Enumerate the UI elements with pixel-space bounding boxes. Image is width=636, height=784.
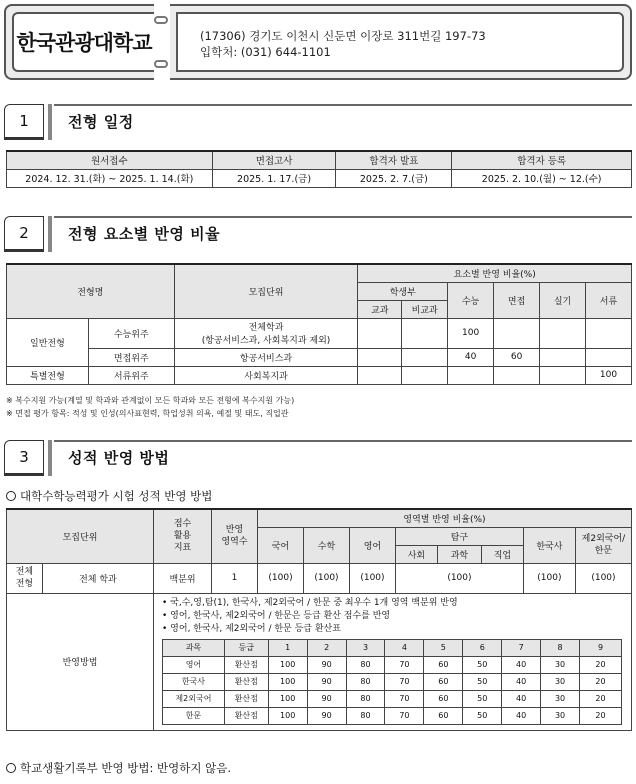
table-cell: 100	[448, 318, 494, 348]
table-cell	[540, 348, 586, 366]
table-cell: 70	[385, 673, 424, 690]
table-cell: 80	[346, 690, 385, 707]
table-cell: 2024. 12. 31.(화) ~ 2025. 1. 14.(화)	[7, 169, 213, 187]
csat-table	[6, 508, 632, 731]
table-cell	[402, 348, 448, 366]
table-cell: 90	[307, 707, 346, 724]
bullet-line: • 영어, 한국사, 제2외국어 / 한문 등급 환산표	[162, 623, 341, 634]
header-cell: 실기	[540, 282, 586, 318]
table-cell: 환산점	[224, 707, 268, 724]
table-cell: 전체 전형	[7, 563, 43, 593]
university-logo: 한국관광대학교	[16, 31, 152, 55]
table-cell: 항공서비스과	[174, 348, 358, 366]
table-cell: 제2외국어	[163, 690, 225, 707]
table-cell: 60	[424, 707, 463, 724]
unit-line: (항공서비스과, 사회복지과 제외)	[201, 336, 331, 346]
header-cell: 한국사	[523, 527, 575, 563]
section-bar	[48, 216, 52, 252]
header-cell: 사회	[395, 545, 437, 563]
table-cell: 환산점	[224, 656, 268, 673]
section-title: 전형 일정	[68, 113, 134, 131]
header-cell: 면접	[494, 282, 540, 318]
header-cell: 수학	[303, 527, 349, 563]
header-cell: 2	[307, 639, 346, 656]
table-cell: 70	[385, 707, 424, 724]
header-cell: 1	[268, 639, 307, 656]
table-cell: 100	[268, 673, 307, 690]
section-bar	[48, 104, 52, 140]
section-header-3	[4, 440, 632, 476]
table-cell: 40	[502, 707, 541, 724]
table-cell: 50	[463, 656, 502, 673]
table-cell: 60	[424, 673, 463, 690]
header-cell: 영어	[349, 527, 395, 563]
table-cell: 환산점	[224, 673, 268, 690]
header-cell: 점수 활용 지표	[154, 509, 212, 563]
table-cell	[358, 318, 402, 348]
note-line: ※ 복수지원 가능(계열 및 학과와 관계없이 모든 학과와 모든 전형에 복수지원 가능)	[6, 396, 295, 405]
header	[4, 4, 632, 80]
unit-line: 전체학과	[248, 323, 284, 333]
footer-text: 학교생활기록부 반영 방법: 반영하지 않음.	[20, 761, 232, 775]
table-cell	[585, 348, 631, 366]
table-cell: 80	[346, 673, 385, 690]
header-cell: 등급	[224, 639, 268, 656]
header-cell: 요소별 반영 비율(%)	[358, 264, 632, 282]
table-cell: 40	[502, 673, 541, 690]
header-cell: 합격자 등록	[452, 151, 632, 169]
header-cell: 탐구	[395, 527, 523, 545]
table-cell: (100)	[395, 563, 523, 593]
table-cell	[494, 366, 540, 384]
address: (17306) 경기도 이천시 신둔면 이장로 311번길 197-73	[200, 29, 486, 43]
section-title: 전형 요소별 반영 비율	[68, 225, 221, 243]
table-cell: 70	[385, 656, 424, 673]
header-cell: 비교과	[402, 300, 448, 318]
table-cell: 반영방법	[7, 593, 154, 730]
header-cell: 3	[346, 639, 385, 656]
header-cell: 과학	[437, 545, 481, 563]
header-cell: 모집단위	[7, 509, 154, 563]
table-cell	[494, 318, 540, 348]
ring-icon	[154, 16, 168, 24]
table-cell: 20	[580, 673, 622, 690]
table-cell: 30	[541, 690, 580, 707]
table-cell: 100	[268, 656, 307, 673]
header-cell: 6	[463, 639, 502, 656]
contact-frame	[176, 12, 624, 72]
header-cell: 국어	[257, 527, 303, 563]
section-number: 3	[4, 440, 44, 476]
table-cell: 일반전형	[7, 318, 89, 366]
header-cell: 직업	[481, 545, 523, 563]
header-cell: 학생부	[358, 282, 448, 300]
table-cell: 수능위주	[88, 318, 174, 348]
table-cell: 100	[268, 690, 307, 707]
table-cell: (100)	[575, 563, 631, 593]
table-cell	[585, 318, 631, 348]
table-cell: 2025. 1. 17.(금)	[212, 169, 336, 187]
header-cell: 과목	[163, 639, 225, 656]
section-rule	[54, 216, 632, 218]
table-cell: 90	[307, 673, 346, 690]
binder-rings	[154, 4, 170, 80]
header-cell: 합격자 발표	[336, 151, 452, 169]
section-rule	[54, 440, 632, 442]
circle-bullet-icon	[6, 763, 16, 773]
header-cell: 4	[385, 639, 424, 656]
table-cell	[540, 318, 586, 348]
table-cell	[448, 366, 494, 384]
table-cell: 40	[448, 348, 494, 366]
table-cell: 60	[424, 656, 463, 673]
table-cell: 2025. 2. 10.(월) ~ 12.(수)	[452, 169, 632, 187]
table-cell: 2025. 2. 7.(금)	[336, 169, 452, 187]
header-cell: 5	[424, 639, 463, 656]
table-cell: 80	[346, 707, 385, 724]
logo-panel	[4, 4, 154, 80]
table-row	[163, 656, 622, 673]
header-cell: 7	[502, 639, 541, 656]
table-cell: 영어	[163, 656, 225, 673]
header-cell: 9	[580, 639, 622, 656]
header-cell: 영역별 반영 비율(%)	[257, 509, 631, 527]
table-row	[163, 690, 622, 707]
table-cell: 50	[463, 673, 502, 690]
table-cell: 20	[580, 690, 622, 707]
table-cell: (100)	[523, 563, 575, 593]
header-cell: 8	[541, 639, 580, 656]
header-cell: 교과	[358, 300, 402, 318]
table-cell	[358, 366, 402, 384]
table-row	[163, 707, 622, 724]
table-cell: 90	[307, 656, 346, 673]
header-cell: 제2외국어/ 한문	[575, 527, 631, 563]
header-cell: 면접고사	[212, 151, 336, 169]
header-cell: 반영 영역수	[212, 509, 258, 563]
bullet-line: • 영어, 한국사, 제2외국어 / 한문은 등급 환산 점수를 반영	[162, 610, 391, 621]
table-cell: 면접위주	[88, 348, 174, 366]
table-cell: 100	[268, 707, 307, 724]
note-line: ※ 면접 평가 항목: 적성 및 인성(의사표현력, 학업성취 의욕, 예절 및 태도, 직업관	[6, 409, 289, 418]
table-cell: 50	[463, 690, 502, 707]
method-cell	[154, 593, 632, 730]
table-cell: 90	[307, 690, 346, 707]
ring-icon	[154, 60, 168, 68]
table-cell: 1	[212, 563, 258, 593]
table-cell: 한문	[163, 707, 225, 724]
schedule-table	[6, 150, 632, 188]
header-cell: 서류	[585, 282, 631, 318]
table-cell: 70	[385, 690, 424, 707]
table-cell: 100	[585, 366, 631, 384]
conversion-table	[162, 639, 622, 725]
circle-bullet-icon	[6, 491, 16, 501]
table-cell: 백분위	[154, 563, 212, 593]
section-header-1	[4, 104, 632, 140]
table-cell: 특별전형	[7, 366, 89, 384]
table-cell: 60	[424, 690, 463, 707]
ratio-table	[6, 263, 632, 385]
header-cell: 전형명	[7, 264, 175, 318]
subsection-text: 대학수학능력평가 시험 성적 반영 방법	[20, 489, 213, 503]
table-cell: 30	[541, 707, 580, 724]
conversion-body	[163, 656, 622, 724]
table-cell: (100)	[257, 563, 303, 593]
bullet-line: • 국,수,영,탐(1), 한국사, 제2외국어 / 한문 중 최우수 1개 영역 백분위 반영	[162, 597, 458, 608]
table-cell: 사회복지과	[174, 366, 358, 384]
phone: 입학처: (031) 644-1101	[200, 45, 331, 59]
table-cell: 40	[502, 690, 541, 707]
table-cell: 50	[463, 707, 502, 724]
table-cell: (100)	[303, 563, 349, 593]
section-title: 성적 반영 방법	[68, 449, 170, 467]
table-cell	[358, 348, 402, 366]
section-rule	[54, 104, 632, 106]
subsection-title	[6, 488, 212, 504]
logo-frame	[12, 12, 154, 72]
table-cell: 30	[541, 673, 580, 690]
table-cell	[540, 366, 586, 384]
table-cell: 한국사	[163, 673, 225, 690]
footer-line	[6, 760, 231, 776]
section-number: 2	[4, 216, 44, 252]
contact-panel	[170, 4, 632, 80]
table-cell: (100)	[349, 563, 395, 593]
header-cell: 수능	[448, 282, 494, 318]
header-cell: 원서접수	[7, 151, 213, 169]
section-number: 1	[4, 104, 44, 140]
header-cell: 모집단위	[174, 264, 358, 318]
table-cell	[174, 318, 358, 348]
table-cell	[402, 318, 448, 348]
table-cell: 80	[346, 656, 385, 673]
table-cell: 60	[494, 348, 540, 366]
table-cell: 전체 학과	[42, 563, 153, 593]
table-cell: 20	[580, 707, 622, 724]
table-cell: 20	[580, 656, 622, 673]
section-bar	[48, 440, 52, 476]
table-row	[163, 673, 622, 690]
table-cell: 30	[541, 656, 580, 673]
table-cell: 환산점	[224, 690, 268, 707]
table-cell: 40	[502, 656, 541, 673]
section-header-2	[4, 216, 632, 252]
table-cell	[402, 366, 448, 384]
table-cell: 서류위주	[88, 366, 174, 384]
